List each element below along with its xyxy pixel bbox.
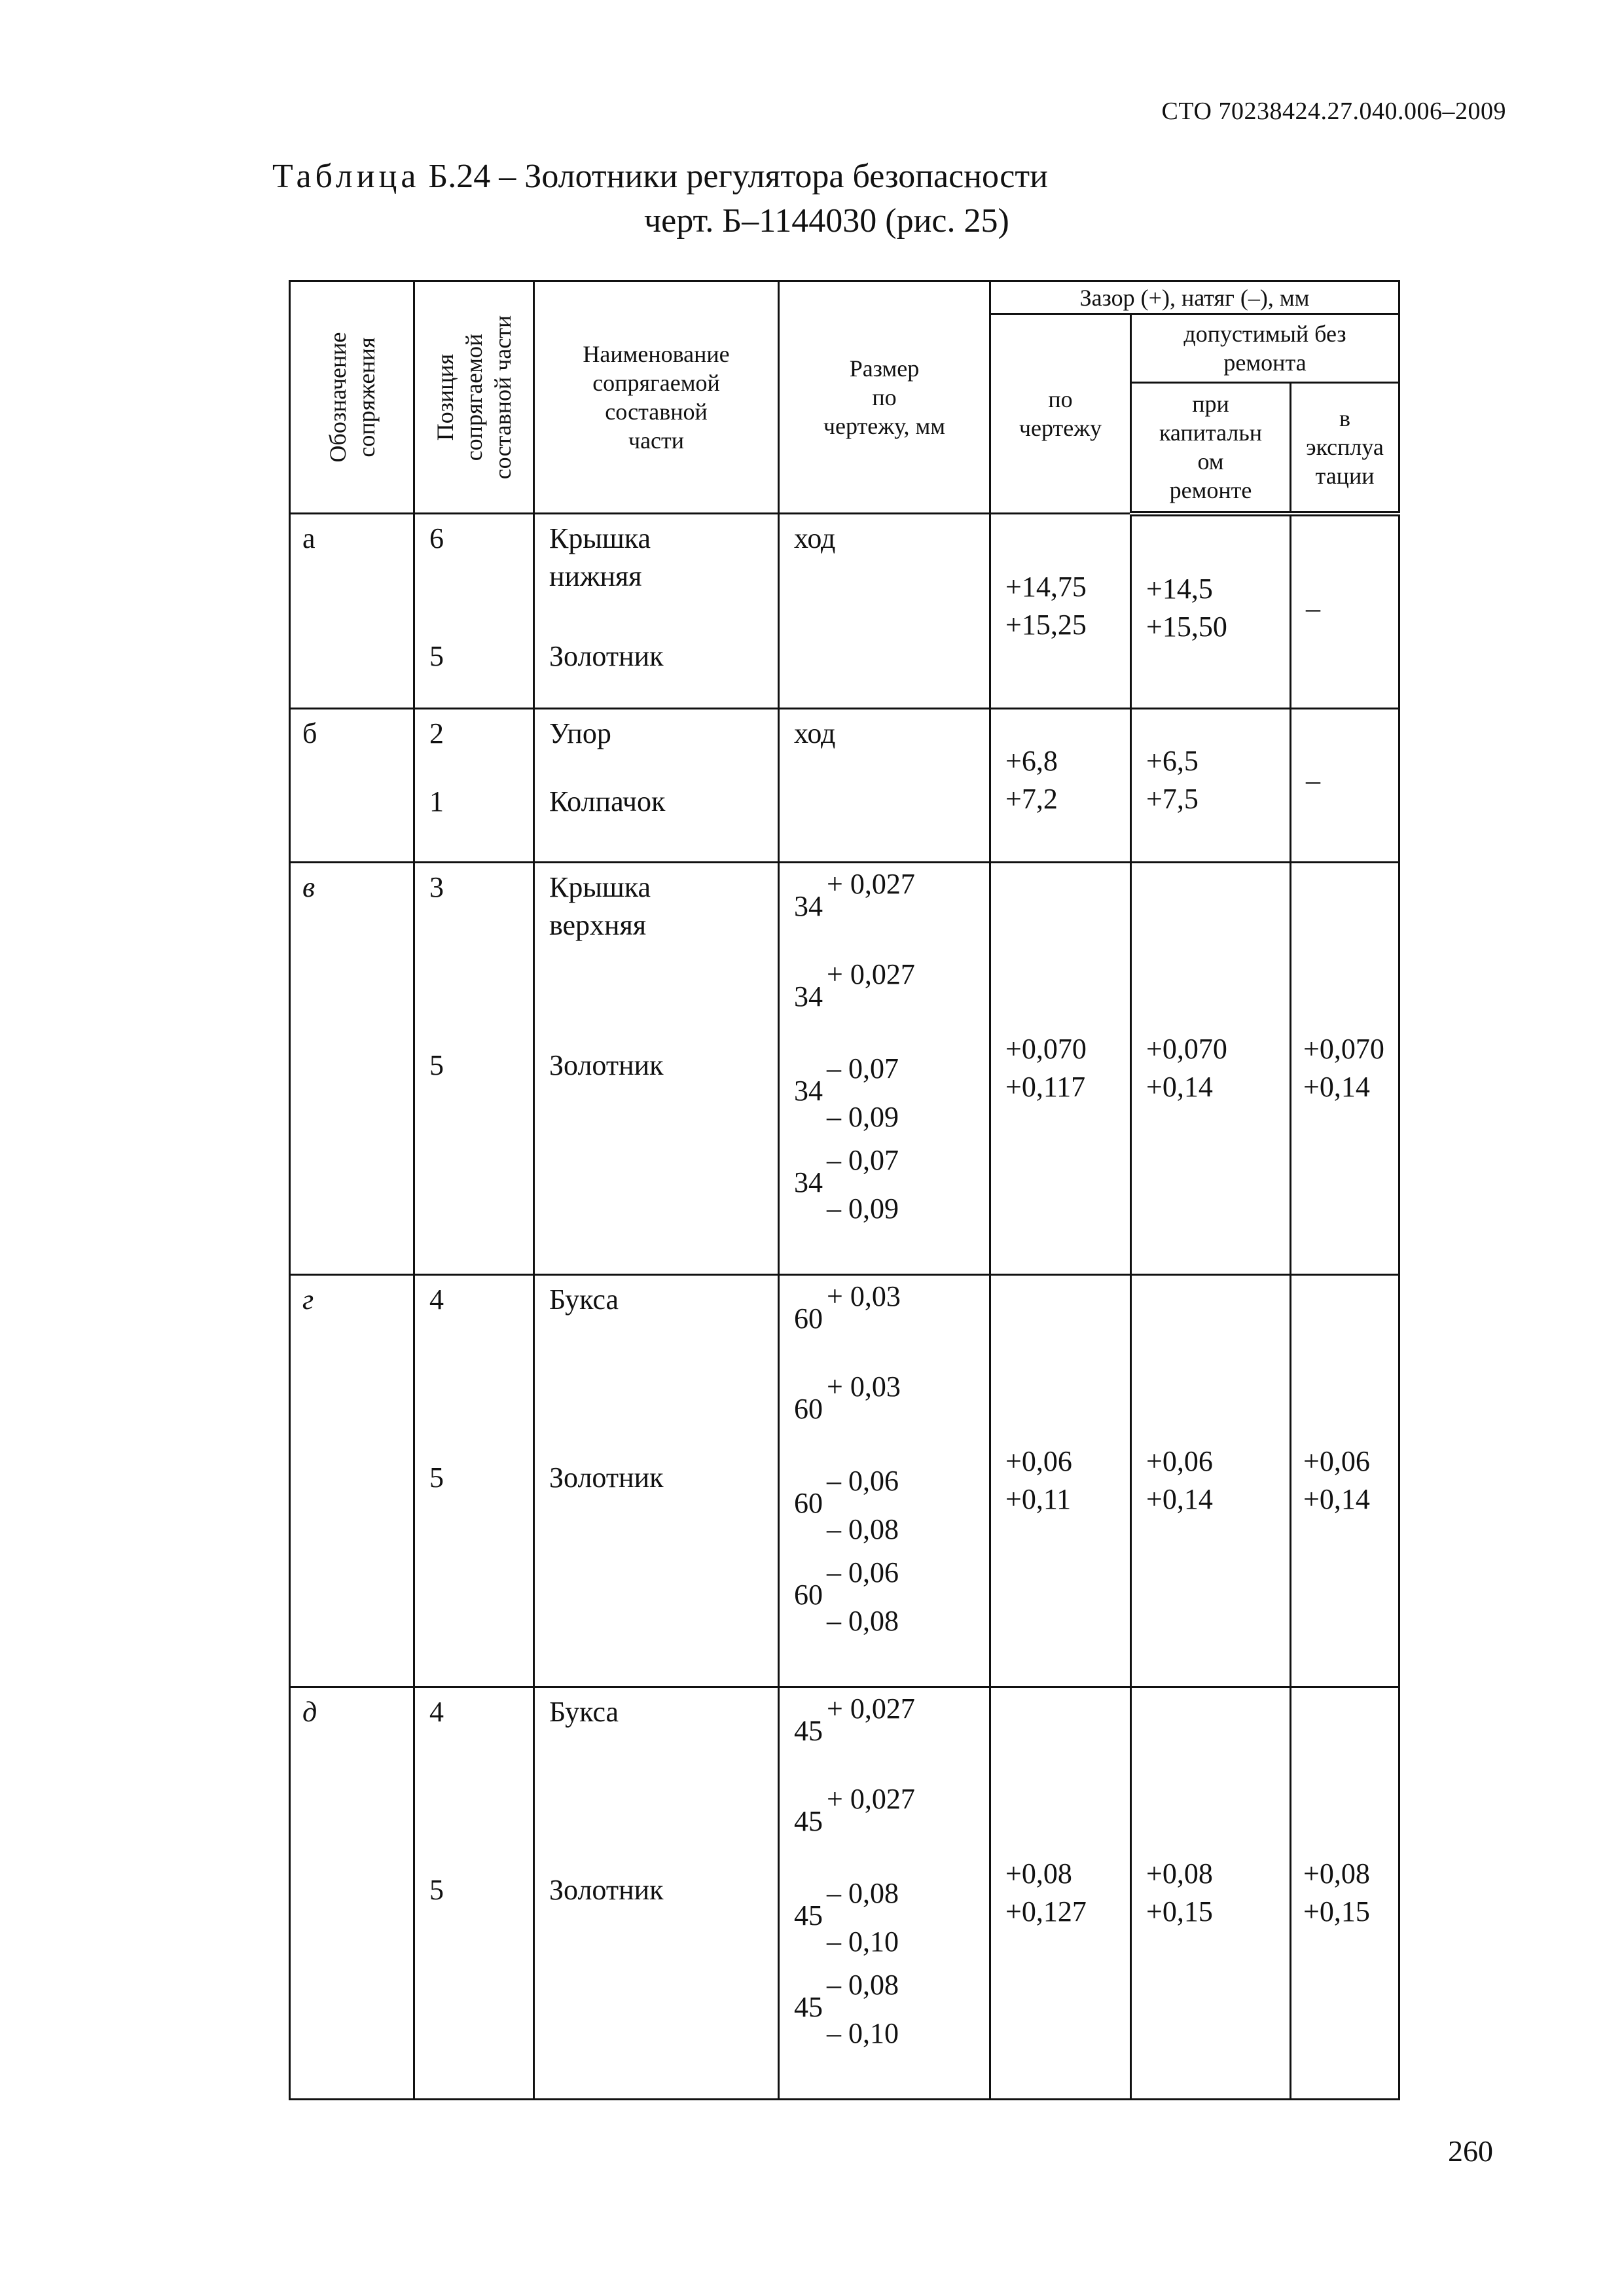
cell-position — [414, 1687, 534, 2099]
caption-title: Б.24 – Золотники регулятора безопасности — [428, 158, 1048, 195]
position-bottom: 5 — [429, 640, 444, 672]
cell-gap-capital — [1131, 514, 1291, 709]
table-row — [290, 1274, 1399, 1687]
gap-drawing-value: +0,08 +0,127 — [1005, 1857, 1087, 1928]
cell-size — [779, 1274, 990, 1687]
position-top: 6 — [429, 522, 444, 554]
gap-operation-value: – — [1306, 592, 1320, 624]
header-by-drawing — [990, 314, 1131, 514]
size-tolerance — [794, 1280, 977, 1365]
table-row — [290, 708, 1399, 862]
header-size-text: Размер по чертежу, мм — [823, 355, 946, 439]
tolerance-base: 45 — [794, 1714, 823, 1747]
tolerance-base: 60 — [794, 1578, 823, 1611]
part-name-bottom: Золотник — [549, 1049, 664, 1081]
position-bottom: 5 — [429, 1049, 444, 1081]
size-tolerance — [794, 1876, 977, 1962]
cell-position — [414, 1274, 534, 1687]
size-tolerance — [794, 1968, 977, 2053]
size-tolerance — [794, 1782, 977, 1867]
gap-operation-value: +0,08 +0,15 — [1303, 1857, 1370, 1928]
mark-text: в — [302, 870, 316, 903]
tolerance-upper: + 0,03 — [827, 1370, 901, 1403]
size-text: ход — [794, 717, 836, 749]
header-position — [414, 281, 534, 514]
gap-capital-value: +6,5 +7,5 — [1146, 744, 1199, 815]
tolerance-base: 60 — [794, 1486, 823, 1519]
gap-capital-value: +0,070 +0,14 — [1146, 1032, 1227, 1103]
cell-gap-operation — [1291, 514, 1399, 709]
cell-gap-drawing — [990, 1274, 1131, 1687]
document-code: СТО 70238424.27.040.006–2009 — [1161, 98, 1506, 125]
cell-part-name — [534, 862, 779, 1274]
size-tolerance — [794, 1464, 977, 1549]
tolerance-base: 34 — [794, 1166, 823, 1198]
tolerance-upper: – 0,06 — [827, 1464, 899, 1497]
mating-parts-table — [289, 280, 1400, 2100]
position-bottom: 5 — [429, 1873, 444, 1906]
header-gap-group — [990, 281, 1399, 314]
header-name-text: Наименование сопрягаемой составной части — [583, 341, 730, 454]
position-bottom: 5 — [429, 1461, 444, 1494]
header-mark — [290, 281, 414, 514]
tolerance-base: 45 — [794, 1990, 823, 2023]
tolerance-upper: + 0,027 — [827, 958, 915, 990]
part-name-bottom: Золотник — [549, 640, 664, 672]
cell-size — [779, 1687, 990, 2099]
mark-text: г — [302, 1283, 314, 1316]
cell-gap-operation — [1291, 862, 1399, 1274]
header-capital-repair-text: при капитальн ом ремонте — [1159, 391, 1263, 504]
cell-gap-capital — [1131, 1687, 1291, 2099]
tolerance-lower: – 0,08 — [827, 1513, 899, 1545]
cell-mark — [290, 862, 414, 1274]
gap-capital-value: +0,08 +0,15 — [1146, 1857, 1213, 1928]
tolerance-base: 34 — [794, 980, 823, 1013]
tolerance-base: 45 — [794, 1899, 823, 1931]
cell-gap-capital — [1131, 1274, 1291, 1687]
cell-part-name — [534, 708, 779, 862]
tolerance-upper: – 0,07 — [827, 1143, 899, 1176]
tolerance-upper: – 0,06 — [827, 1556, 899, 1588]
tolerance-base: 60 — [794, 1302, 823, 1335]
tolerance-lower: – 0,09 — [827, 1100, 899, 1133]
tolerance-lower: – 0,08 — [827, 1604, 899, 1637]
caption-prefix: Таблица — [272, 158, 420, 195]
size-tolerance — [794, 1556, 977, 1641]
tolerance-upper: + 0,03 — [827, 1280, 901, 1312]
position-top: 2 — [429, 717, 444, 749]
cell-mark — [290, 514, 414, 709]
gap-drawing-value: +0,070 +0,117 — [1005, 1032, 1087, 1103]
mark-text: б — [302, 717, 317, 749]
size-tolerance — [794, 958, 977, 1043]
size-text: ход — [794, 522, 836, 554]
cell-mark — [290, 1687, 414, 2099]
cell-part-name — [534, 1687, 779, 2099]
cell-gap-operation — [1291, 1687, 1399, 2099]
header-size — [779, 281, 990, 514]
cell-gap-drawing — [990, 862, 1131, 1274]
table-row — [290, 1687, 1399, 2099]
part-name-bottom: Золотник — [549, 1873, 664, 1906]
header-capital-repair — [1131, 383, 1291, 514]
gap-operation-value: +0,06 +0,14 — [1303, 1444, 1370, 1515]
gap-operation-value: – — [1306, 764, 1320, 797]
cell-gap-capital — [1131, 708, 1291, 862]
part-name-top: Крышка нижняя — [549, 522, 651, 592]
header-by-drawing-text: по чертежу — [1019, 386, 1102, 441]
tolerance-base: 34 — [794, 889, 823, 922]
header-gap-group-text: Зазор (+), натяг (–), мм — [1079, 284, 1310, 311]
size-tolerance — [794, 867, 977, 952]
cell-mark — [290, 708, 414, 862]
size-tolerance — [794, 1692, 977, 1777]
table-caption — [272, 154, 1267, 243]
cell-gap-operation — [1291, 708, 1399, 862]
size-tolerance — [794, 1052, 977, 1137]
cell-gap-drawing — [990, 708, 1131, 862]
header-allowed-group — [1131, 314, 1399, 383]
tolerance-lower: – 0,10 — [827, 1925, 899, 1958]
header-in-operation — [1291, 383, 1399, 514]
cell-position — [414, 514, 534, 709]
part-name-top: Букса — [549, 1695, 619, 1728]
cell-gap-drawing — [990, 514, 1131, 709]
tolerance-upper: – 0,08 — [827, 1968, 899, 2001]
header-allowed-group-text: допустимый без ремонта — [1183, 321, 1346, 376]
tolerance-upper: + 0,027 — [827, 867, 915, 900]
cell-part-name — [534, 514, 779, 709]
tolerance-upper: – 0,07 — [827, 1052, 899, 1085]
caption-subtitle: черт. Б–1144030 (рис. 25) — [644, 202, 1009, 240]
position-top: 4 — [429, 1283, 444, 1316]
tolerance-upper: + 0,027 — [827, 1692, 915, 1725]
header-name — [534, 281, 779, 514]
part-name-top: Крышка верхняя — [549, 870, 651, 941]
part-name-bottom: Золотник — [549, 1461, 664, 1494]
tolerance-lower: – 0,09 — [827, 1192, 899, 1225]
cell-gap-drawing — [990, 1687, 1131, 2099]
gap-drawing-value: +6,8 +7,2 — [1005, 744, 1058, 815]
cell-part-name — [534, 1274, 779, 1687]
gap-capital-value: +14,5 +15,50 — [1146, 572, 1227, 643]
table-row — [290, 862, 1399, 1274]
tolerance-upper: – 0,08 — [827, 1876, 899, 1909]
tolerance-base: 45 — [794, 1804, 823, 1837]
size-tolerance — [794, 1143, 977, 1229]
gap-operation-value: +0,070 +0,14 — [1303, 1032, 1384, 1103]
tolerance-base: 60 — [794, 1392, 823, 1425]
mark-text: д — [302, 1695, 317, 1728]
cell-size — [779, 708, 990, 862]
table-row — [290, 514, 1399, 709]
cell-size — [779, 862, 990, 1274]
part-name-top: Упор — [549, 717, 611, 749]
header-mark-text: Обозначение сопряжения — [324, 332, 380, 463]
header-position-text: Позиция сопрягаемой составной части — [432, 315, 516, 480]
mark-text: а — [302, 522, 316, 554]
cell-size — [779, 514, 990, 709]
size-tolerance — [794, 1370, 977, 1455]
gap-capital-value: +0,06 +0,14 — [1146, 1444, 1213, 1515]
gap-drawing-value: +0,06 +0,11 — [1005, 1444, 1072, 1515]
page-number: 260 — [1448, 2134, 1493, 2168]
cell-position — [414, 708, 534, 862]
position-top: 3 — [429, 870, 444, 903]
position-bottom: 1 — [429, 785, 444, 817]
tolerance-lower: – 0,10 — [827, 2017, 899, 2049]
gap-drawing-value: +14,75 +15,25 — [1005, 571, 1087, 641]
tolerance-upper: + 0,027 — [827, 1782, 915, 1815]
cell-gap-operation — [1291, 1274, 1399, 1687]
part-name-bottom: Колпачок — [549, 785, 666, 817]
cell-position — [414, 862, 534, 1274]
part-name-top: Букса — [549, 1283, 619, 1316]
tolerance-base: 34 — [794, 1074, 823, 1107]
cell-gap-capital — [1131, 862, 1291, 1274]
position-top: 4 — [429, 1695, 444, 1728]
header-in-operation-text: в эксплуа тации — [1306, 405, 1384, 490]
cell-mark — [290, 1274, 414, 1687]
